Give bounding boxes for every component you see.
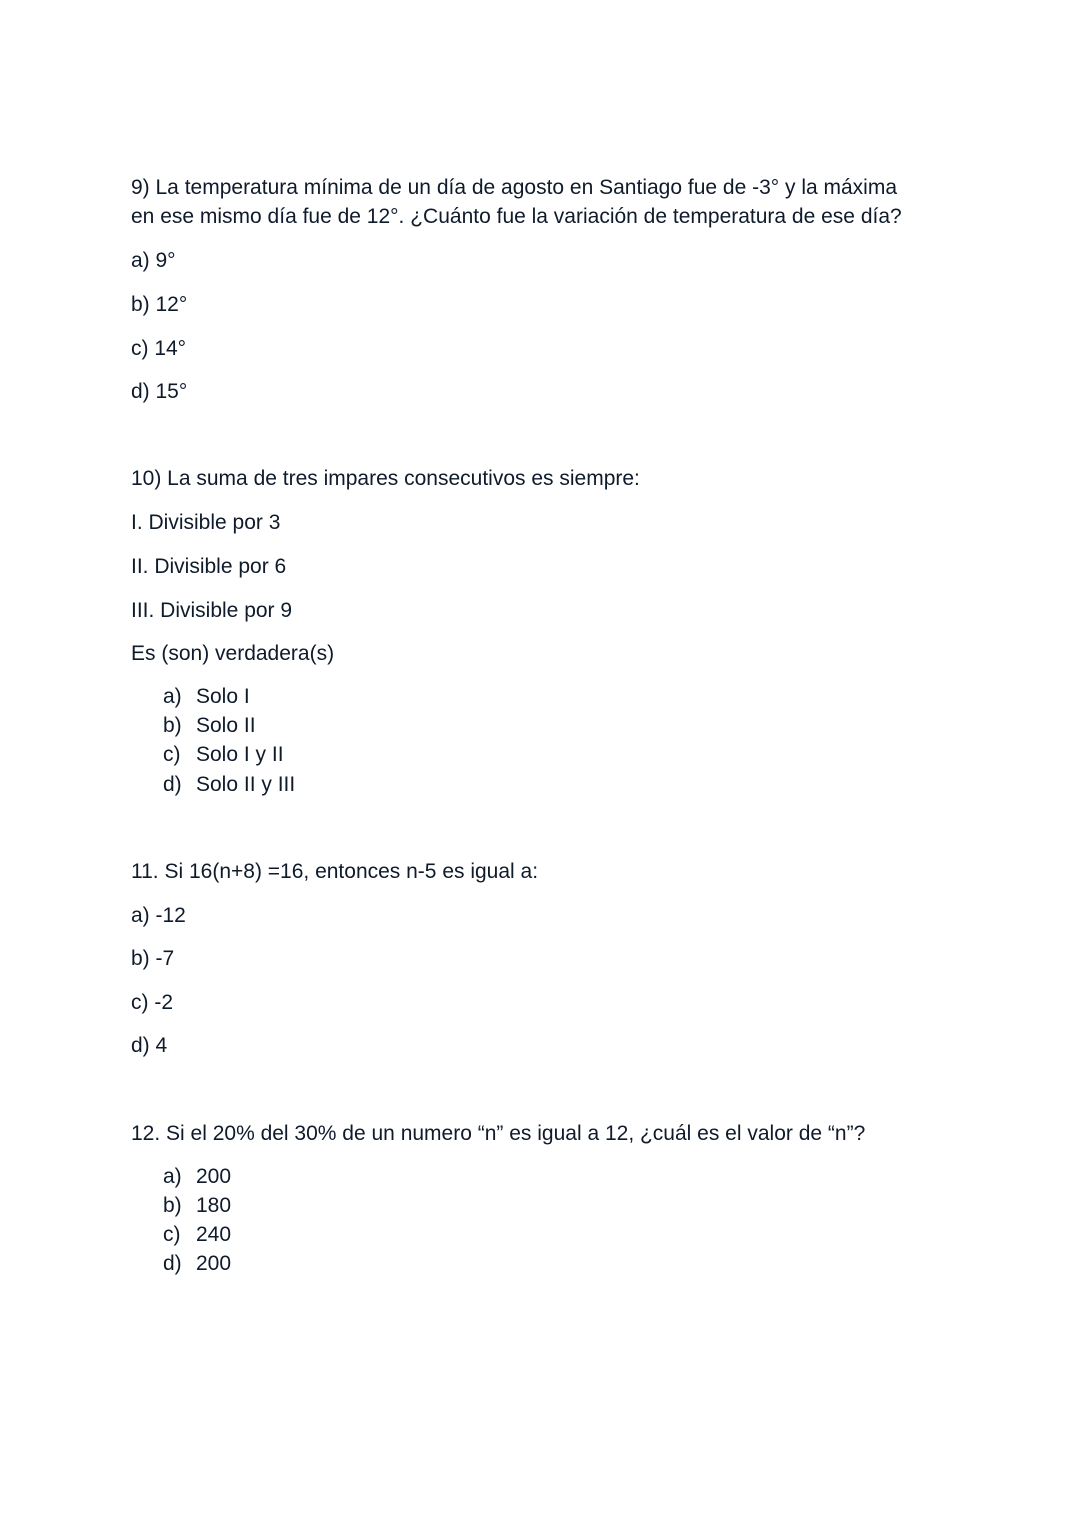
question-12-option-a — [163, 1166, 231, 1187]
option-text: 200 — [196, 1165, 232, 1188]
question-10-option-b — [163, 715, 256, 736]
option-label: b) — [163, 714, 182, 737]
option-label: c) — [163, 1223, 181, 1246]
option-text: 240 — [196, 1223, 232, 1246]
option-text: Solo I — [196, 685, 250, 708]
option-label: a) — [163, 1165, 182, 1188]
question-11-option-a: a) -12 — [131, 904, 186, 927]
option-label: d) — [163, 1252, 182, 1275]
question-11-option-c: c) -2 — [131, 991, 173, 1014]
option-text: 180 — [196, 1194, 232, 1217]
question-9-text-line-1: 9) La temperatura mínima de un día de agosto en Santiago fue de -3° y la máxima — [131, 176, 898, 199]
question-10-option-c — [163, 744, 284, 765]
question-10-option-d — [163, 774, 295, 795]
question-10-stem: 10) La suma de tres impares consecutivos es siempre: — [131, 467, 640, 490]
question-12-stem: 12. Si el 20% del 30% de un numero “n” es igual a 12, ¿cuál es el valor de “n”? — [131, 1122, 866, 1145]
option-text: Solo II y III — [196, 773, 296, 796]
option-text: 200 — [196, 1252, 232, 1275]
question-12-option-c — [163, 1224, 231, 1245]
option-label: b) — [163, 1194, 182, 1217]
question-10-statement-1: I. Divisible por 3 — [131, 511, 281, 534]
question-9-option-d: d) 15° — [131, 380, 188, 403]
option-text: Solo I y II — [196, 743, 284, 766]
question-10-statement-3: III. Divisible por 9 — [131, 599, 293, 622]
question-11-stem: 11. Si 16(n+8) =16, entonces n-5 es igual a: — [131, 860, 539, 883]
question-10-prompt: Es (son) verdadera(s) — [131, 642, 335, 665]
question-9-option-b: b) 12° — [131, 293, 188, 316]
question-9-text-line-2: en ese mismo día fue de 12°. ¿Cuánto fue la variación de temperatura de ese día? — [131, 205, 902, 228]
option-text: Solo II — [196, 714, 256, 737]
question-10-option-a — [163, 686, 250, 707]
question-11-option-d: d) 4 — [131, 1034, 168, 1057]
question-12-option-d — [163, 1253, 231, 1274]
option-label: a) — [163, 685, 182, 708]
question-9-option-c: c) 14° — [131, 337, 187, 360]
question-11-option-b: b) -7 — [131, 947, 175, 970]
question-10-statement-2: II. Divisible por 6 — [131, 555, 287, 578]
option-label: d) — [163, 773, 182, 796]
option-label: c) — [163, 743, 181, 766]
question-12-option-b — [163, 1195, 231, 1216]
question-9-option-a: a) 9° — [131, 249, 176, 272]
